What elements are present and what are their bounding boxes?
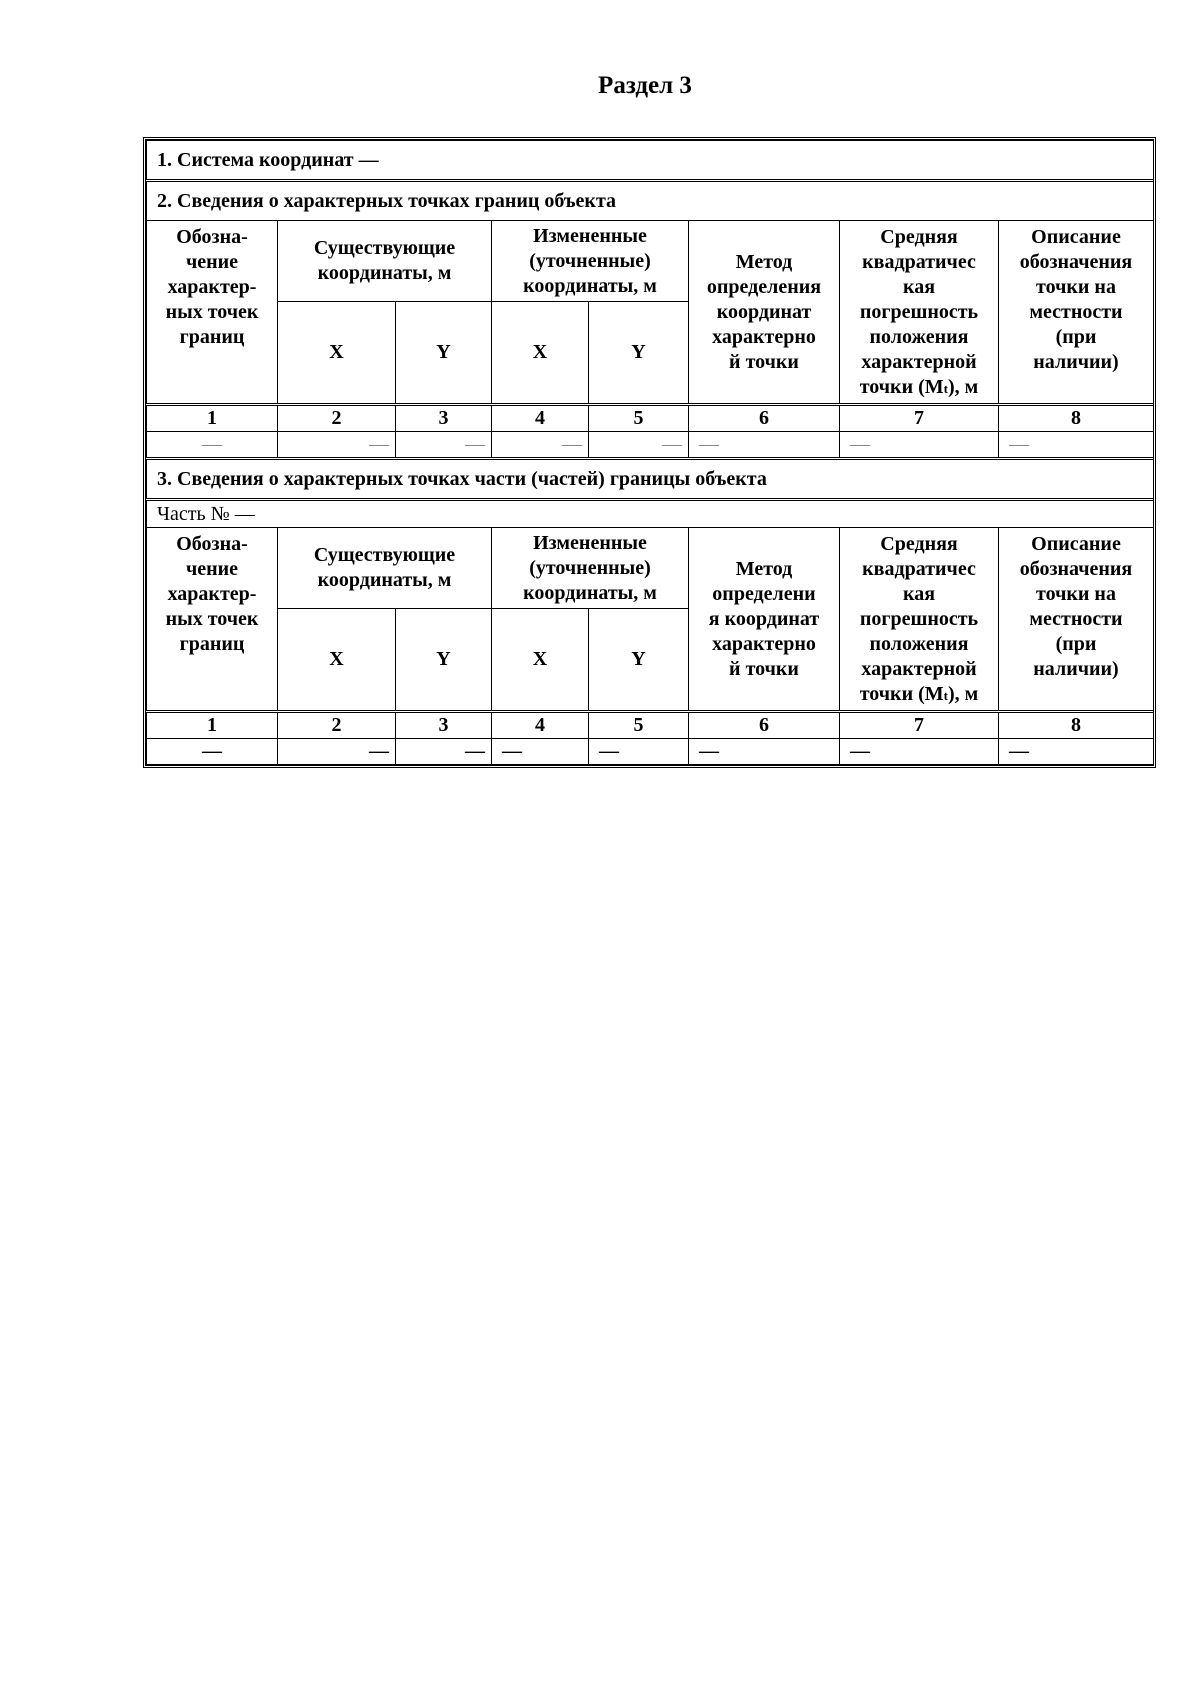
section-2-heading: 2. Сведения о характерных точках границ объекта bbox=[147, 181, 1154, 221]
table-cell: — bbox=[492, 432, 589, 459]
header-x: X bbox=[278, 302, 396, 405]
header-y: Y bbox=[589, 609, 689, 712]
table-cell: — bbox=[492, 739, 589, 765]
table-cell: — bbox=[278, 432, 396, 459]
page-title: Раздел 3 bbox=[598, 72, 692, 99]
col-number: 4 bbox=[492, 712, 589, 739]
header-point-designation: Обозна- чение характер- ных точек границ bbox=[147, 528, 278, 712]
header-existing-coords: Существующие координаты, м bbox=[278, 221, 492, 302]
section-3-heading: 3. Сведения о характерных точках части (частей) границы объекта bbox=[147, 459, 1154, 500]
header-error: Средняя квадратичес кая погрешность положения характерной точки (Mt), м bbox=[840, 221, 999, 405]
coordinates-table bbox=[143, 137, 1156, 768]
col-number: 3 bbox=[396, 405, 492, 432]
header-y: Y bbox=[396, 302, 492, 405]
table-cell: — bbox=[278, 739, 396, 765]
header-error: Средняя квадратичес кая погрешность положения характерной точки (Mt), м bbox=[840, 528, 999, 712]
table-cell: — bbox=[840, 739, 999, 765]
table-cell: — bbox=[147, 432, 278, 459]
coordinate-system-row: 1. Система координат — bbox=[147, 141, 1154, 181]
header-x: X bbox=[492, 302, 589, 405]
header-method: Метод определени я координат характерно й точки bbox=[689, 528, 840, 712]
header-description: Описание обозначения точки на местности (при наличии) bbox=[999, 528, 1154, 712]
header-x: X bbox=[492, 609, 589, 712]
table-cell: — bbox=[999, 739, 1154, 765]
table-cell: — bbox=[689, 739, 840, 765]
table-cell: — bbox=[999, 432, 1154, 459]
table-cell: — bbox=[589, 739, 689, 765]
table-cell: — bbox=[147, 739, 278, 765]
table-cell: — bbox=[689, 432, 840, 459]
table-cell: — bbox=[589, 432, 689, 459]
col-number: 4 bbox=[492, 405, 589, 432]
col-number: 7 bbox=[840, 405, 999, 432]
header-y: Y bbox=[396, 609, 492, 712]
col-number: 8 bbox=[999, 405, 1154, 432]
header-changed-coords: Измененные (уточненные) координаты, м bbox=[492, 528, 689, 609]
col-number: 2 bbox=[278, 405, 396, 432]
header-point-designation: Обозна- чение характер- ных точек границ bbox=[147, 221, 278, 405]
col-number: 5 bbox=[589, 712, 689, 739]
table-cell: — bbox=[396, 739, 492, 765]
col-number: 1 bbox=[147, 712, 278, 739]
header-existing-coords: Существующие координаты, м bbox=[278, 528, 492, 609]
col-number: 6 bbox=[689, 712, 840, 739]
header-description: Описание обозначения точки на местности (при наличии) bbox=[999, 221, 1154, 405]
part-number: Часть № — bbox=[147, 500, 1154, 528]
col-number: 1 bbox=[147, 405, 278, 432]
table-cell: — bbox=[396, 432, 492, 459]
col-number: 3 bbox=[396, 712, 492, 739]
header-method: Метод определения координат характерно й точки bbox=[689, 221, 840, 405]
col-number: 7 bbox=[840, 712, 999, 739]
table-cell: — bbox=[840, 432, 999, 459]
col-number: 6 bbox=[689, 405, 840, 432]
header-y: Y bbox=[589, 302, 689, 405]
col-number: 8 bbox=[999, 712, 1154, 739]
col-number: 5 bbox=[589, 405, 689, 432]
header-x: X bbox=[278, 609, 396, 712]
header-changed-coords: Измененные (уточненные) координаты, м bbox=[492, 221, 689, 302]
col-number: 2 bbox=[278, 712, 396, 739]
